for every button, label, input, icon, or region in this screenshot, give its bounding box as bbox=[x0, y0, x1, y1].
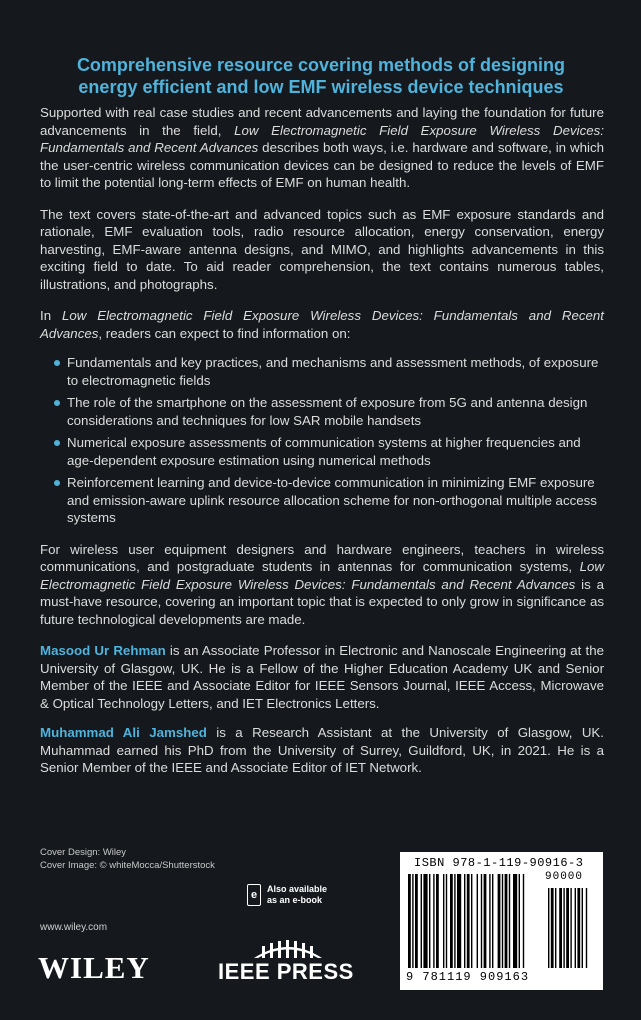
ean-digits: 9 781119 909163 bbox=[406, 970, 530, 984]
feature-list bbox=[40, 354, 604, 527]
paragraph-1-text-b: describes both ways, i.e. hardware and software, in which the user-centric wireless communication devices can be designed to reduce the levels of EMF to limit the potential long-term effects of EMF on human health. bbox=[40, 140, 604, 190]
ieee-press-text: IEEE PRESS bbox=[218, 959, 354, 984]
author-bio-2 bbox=[40, 724, 604, 777]
paragraph-3 bbox=[40, 307, 604, 342]
list-item: Reinforcement learning and device-to-device communication in minimizing EMF exposure and emission-aware uplink resource allocation scheme for non-orthogonal multiple access systems bbox=[40, 474, 604, 527]
author-name: Masood Ur Rehman bbox=[40, 643, 166, 658]
author-name: Muhammad Ali Jamshed bbox=[40, 725, 207, 740]
publisher-website: www.wiley.com bbox=[40, 922, 108, 933]
author-bio-text: is an Associate Professor in Electronic and Nanoscale Engineering at the University of Glasgow, UK. He is a Fellow of the Higher Education Academy UK and Senior Member of the IEEE and Associate Editor for IEEE Sensors Journal, IEEE Access, Microwave & Optical Technology Letters, and IET Electronics Letters. bbox=[40, 643, 604, 711]
wiley-logo: WILEY bbox=[38, 950, 150, 985]
paragraph-4-text-a: For wireless user equipment designers and hardware engineers, teachers in wireless communications, and postgraduate students in antennas for communication systems, bbox=[40, 541, 604, 574]
ebook-notice bbox=[247, 884, 327, 906]
paragraph-1 bbox=[40, 104, 604, 192]
paragraph-3-text-a: In bbox=[40, 308, 62, 323]
list-item: Numerical exposure assessments of communication systems at higher frequencies and age-dependent exposure estimation using numerical methods bbox=[40, 434, 604, 469]
paragraph-4 bbox=[40, 541, 604, 629]
book-title: Low Electromagnetic Field Exposure Wireless Devices: Fundamentals and Recent Advances bbox=[40, 308, 604, 341]
author-bio-text: is a Research Assistant at the University of Glasgow, UK. Muhammad earned his PhD from the University of Surrey, Guildford, UK, in 2021. He is a Senior Member of the IEEE and Associate Editor of IET Network. bbox=[40, 725, 604, 775]
paragraph-1-text-a: Supported with real case studies and recent advancements and laying the foundation for future advancements in the field, bbox=[40, 105, 604, 138]
ebook-line-2: as an e-book bbox=[267, 895, 323, 905]
list-item: The role of the smartphone on the assessment of exposure from 5G and antenna design considerations and techniques for low SAR mobile handsets bbox=[40, 394, 604, 429]
cover-image-credit: Cover Image: © whiteMocca/Shutterstock bbox=[40, 860, 215, 871]
author-bio-1 bbox=[40, 642, 604, 712]
ebook-text bbox=[267, 884, 327, 906]
book-title: Low Electromagnetic Field Exposure Wireless Devices: Fundamentals and Recent Advances bbox=[40, 122, 604, 155]
isbn-barcode bbox=[400, 852, 603, 990]
isbn-label: ISBN 978-1-119-90916-3 bbox=[414, 856, 584, 870]
author-bios bbox=[40, 642, 604, 777]
price-addon-number: 90000 bbox=[545, 871, 584, 883]
cover-design-credit: Cover Design: Wiley bbox=[40, 847, 127, 858]
heading-line-1: Comprehensive resource covering methods of designing bbox=[76, 55, 566, 75]
cover-credits bbox=[40, 846, 215, 872]
blurb bbox=[40, 104, 604, 789]
heading-line-2: energy efficient and low EMF wireless device techniques bbox=[78, 77, 564, 97]
paragraph-2: The text covers state-of-the-art and advanced topics such as EMF exposure standards and rationale, EMF evaluation tools, radio resource allocation, energy conservation, energy harvesting, EMF-aware antenna designs, and MIMO, and highlights advancements in this exciting field to date. To aid reader comprehension, the text contains numerous tables, illustrations, and photographs. bbox=[40, 206, 604, 292]
ebook-line-1: Also available bbox=[267, 884, 328, 894]
book-title: Low Electromagnetic Field Exposure Wireless Devices: Fundamentals and Recent Advances bbox=[40, 559, 604, 592]
list-item: Fundamentals and key practices, and mechanisms and assessment methods, of exposure to electromagnetic fields bbox=[40, 354, 604, 389]
barcode-bars bbox=[408, 874, 598, 970]
paragraph-4-text-b: is a must-have resource, covering an important topic that is expected to only grow in significance as future technological developments are made. bbox=[40, 576, 604, 627]
paragraph-3-text-b: , readers can expect to find information on: bbox=[98, 325, 351, 341]
ebook-icon: e bbox=[247, 884, 261, 906]
back-cover-heading bbox=[40, 54, 602, 98]
